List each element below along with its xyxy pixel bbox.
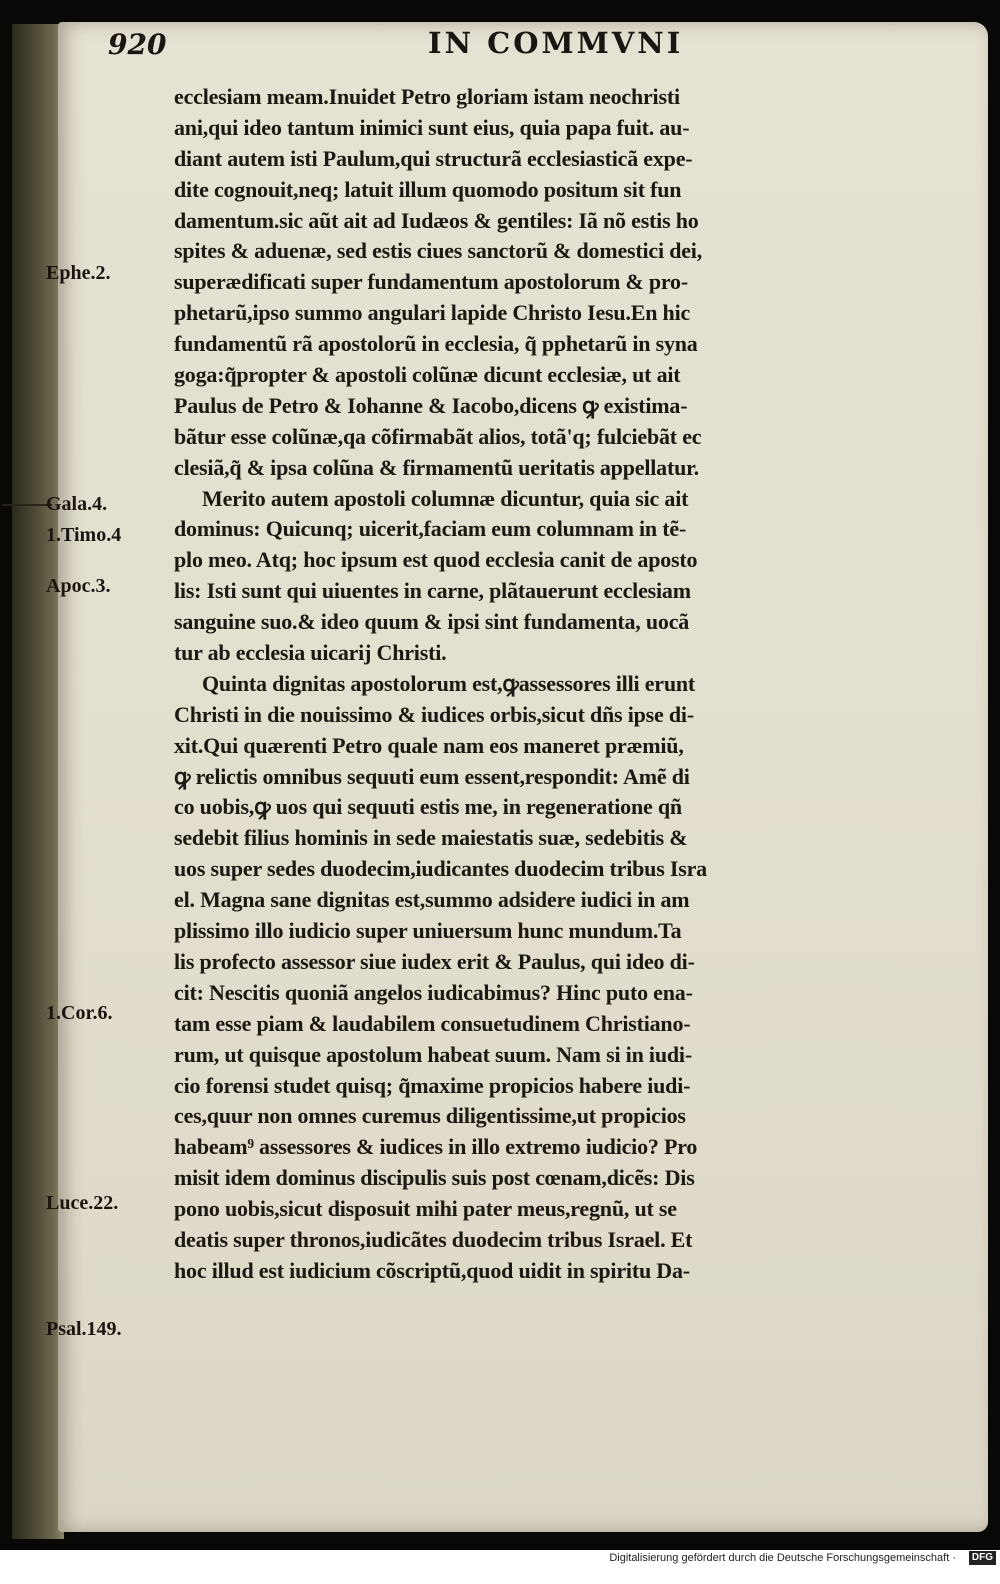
text-line: cio forensi studet quisq; q̃maxime propicios habere iudi- <box>174 1072 691 1098</box>
text-line: spites & aduenæ, sed estis ciues sanctorũ & domestici dei, <box>174 238 703 264</box>
running-head: IN COMMVNI <box>428 26 684 60</box>
text-line: tam esse piam & laudabilem consuetudinem Christiano- <box>174 1010 691 1036</box>
text-line: ecclesiam meam.Inuidet Petro gloriam istam neochristi <box>174 84 680 109</box>
text-line: clesiã,q̃ & ipsa colũna & firmamentũ ueritatis appellatur. <box>174 454 699 480</box>
page-number: 920 <box>108 28 167 61</box>
handwritten-pointer-mark <box>2 504 52 506</box>
book-spine-shadow <box>12 24 64 1539</box>
text-line: misit idem dominus discipulis suis post cœnam,dicẽs: Dis <box>174 1165 695 1191</box>
text-line: superædificati super fundamentum apostolorum & pro- <box>174 269 688 295</box>
text-line: lis profecto assessor siue iudex erit & Paulus, qui ideo di- <box>174 948 695 974</box>
text-line: sedebit filius hominis in sede maiestatis suæ, sedebitis & <box>174 825 688 851</box>
text-line: phetarũ,ipso summo angulari lapide Christo Iesu.En hic <box>174 300 691 326</box>
text-line: dite cognouit,neq; latuit illum quomodo positum sit fun <box>174 176 682 202</box>
text-line: Paulus de Petro & Iohanne & Iacobo,dicens ꝙ existima- <box>174 392 688 418</box>
margin-note-psal: Psal.149. <box>46 1318 122 1340</box>
text-line: co uobis,ꝙ uos qui sequuti estis me, in regeneratione qñ <box>174 794 682 820</box>
dfg-logo: DFG <box>969 1551 996 1565</box>
margin-note-apoc: Apoc.3. <box>46 575 111 597</box>
text-line: diant autem isti Paulum,qui structurã ecclesiasticã expe- <box>174 145 693 171</box>
body-text <box>174 82 880 1287</box>
footer-credit: Digitalisierung gefördert durch die Deutsche Forschungsgemeinschaft · <box>609 1552 956 1564</box>
text-line: ꝙ relictis omnibus sequuti eum essent,respondit: Amẽ di <box>174 763 690 789</box>
text-line: plissimo illo iudicio super uniuersum hunc mundum.Ta <box>174 918 682 944</box>
text-line: dominus: Quicunq; uicerit,faciam eum columnam in tẽ- <box>174 516 687 542</box>
margin-note-gala: Gala.4. <box>46 493 108 515</box>
text-line: sanguine suo.& ideo quum & ipsi sint fundamenta, uocã <box>174 609 690 635</box>
text-line: rum, ut quisque apostolum habeat suum. Nam si in iudi- <box>174 1041 692 1067</box>
margin-note-cor: 1.Cor.6. <box>46 1002 113 1024</box>
paragraph-start-line: Quinta dignitas apostolorum est,ꝙassessores illi erunt <box>202 670 696 696</box>
text-line: Christi in die nouissimo & iudices orbis,sicut dñs ipse di- <box>174 701 694 727</box>
text-line: bãtur esse colũnæ,qa cõfirmabãt alios, totã'q; fulciebãt ec <box>174 423 702 449</box>
text-line: habeam⁹ assessores & iudices in illo extremo iudicio? Pro <box>174 1134 698 1160</box>
text-line: damentum.sic aũt ait ad Iudæos & gentiles: Iã nõ estis ho <box>174 207 699 233</box>
text-line: uos super sedes duodecim,iudicantes duodecim tribus Isra <box>174 856 707 882</box>
text-line: ani,qui ideo tantum inimici sunt eius, quia papa fuit. au- <box>174 114 690 140</box>
margin-note-luce: Luce.22. <box>46 1192 119 1214</box>
text-line: pono uobis,sicut disposuit mihi pater meus,regnũ, ut se <box>174 1196 677 1222</box>
text-line: deatis super thronos,iudicãtes duodecim tribus Israel. Et <box>174 1226 693 1252</box>
text-line: xit.Qui quærenti Petro quale nam eos maneret præmiũ, <box>174 732 684 758</box>
text-line: lis: Isti sunt qui uiuentes in carne, plãtauerunt ecclesiam <box>174 578 691 604</box>
text-line: ces,quur non omnes curemus diligentissime,ut propicios <box>174 1103 686 1129</box>
text-line: hoc illud est iudicium cõscriptũ,quod uidit in spiritu Da- <box>174 1257 690 1283</box>
paragraph-start-line: Merito autem apostoli columnæ dicuntur, quia sic ait <box>202 485 689 511</box>
margin-note-timo: 1.Timo.4 <box>46 524 122 546</box>
text-line: fundamentũ rã apostolorũ in ecclesia, q̃ pphetarũ in syna <box>174 331 698 357</box>
text-line: plo meo. Atq; hoc ipsum est quod ecclesia canit de aposto <box>174 547 698 573</box>
margin-note-ephe: Ephe.2. <box>46 262 111 284</box>
text-line: cit: Nescitis quoniã angelos iudicabimus? Hinc puto ena- <box>174 979 693 1005</box>
text-line: el. Magna sane dignitas est,summo adsidere iudici in am <box>174 887 690 913</box>
text-line: tur ab ecclesia uicarij Christi. <box>174 640 447 666</box>
text-line: goga:q̃propter & apostoli colũnæ dicunt ecclesiæ, ut ait <box>174 362 681 388</box>
